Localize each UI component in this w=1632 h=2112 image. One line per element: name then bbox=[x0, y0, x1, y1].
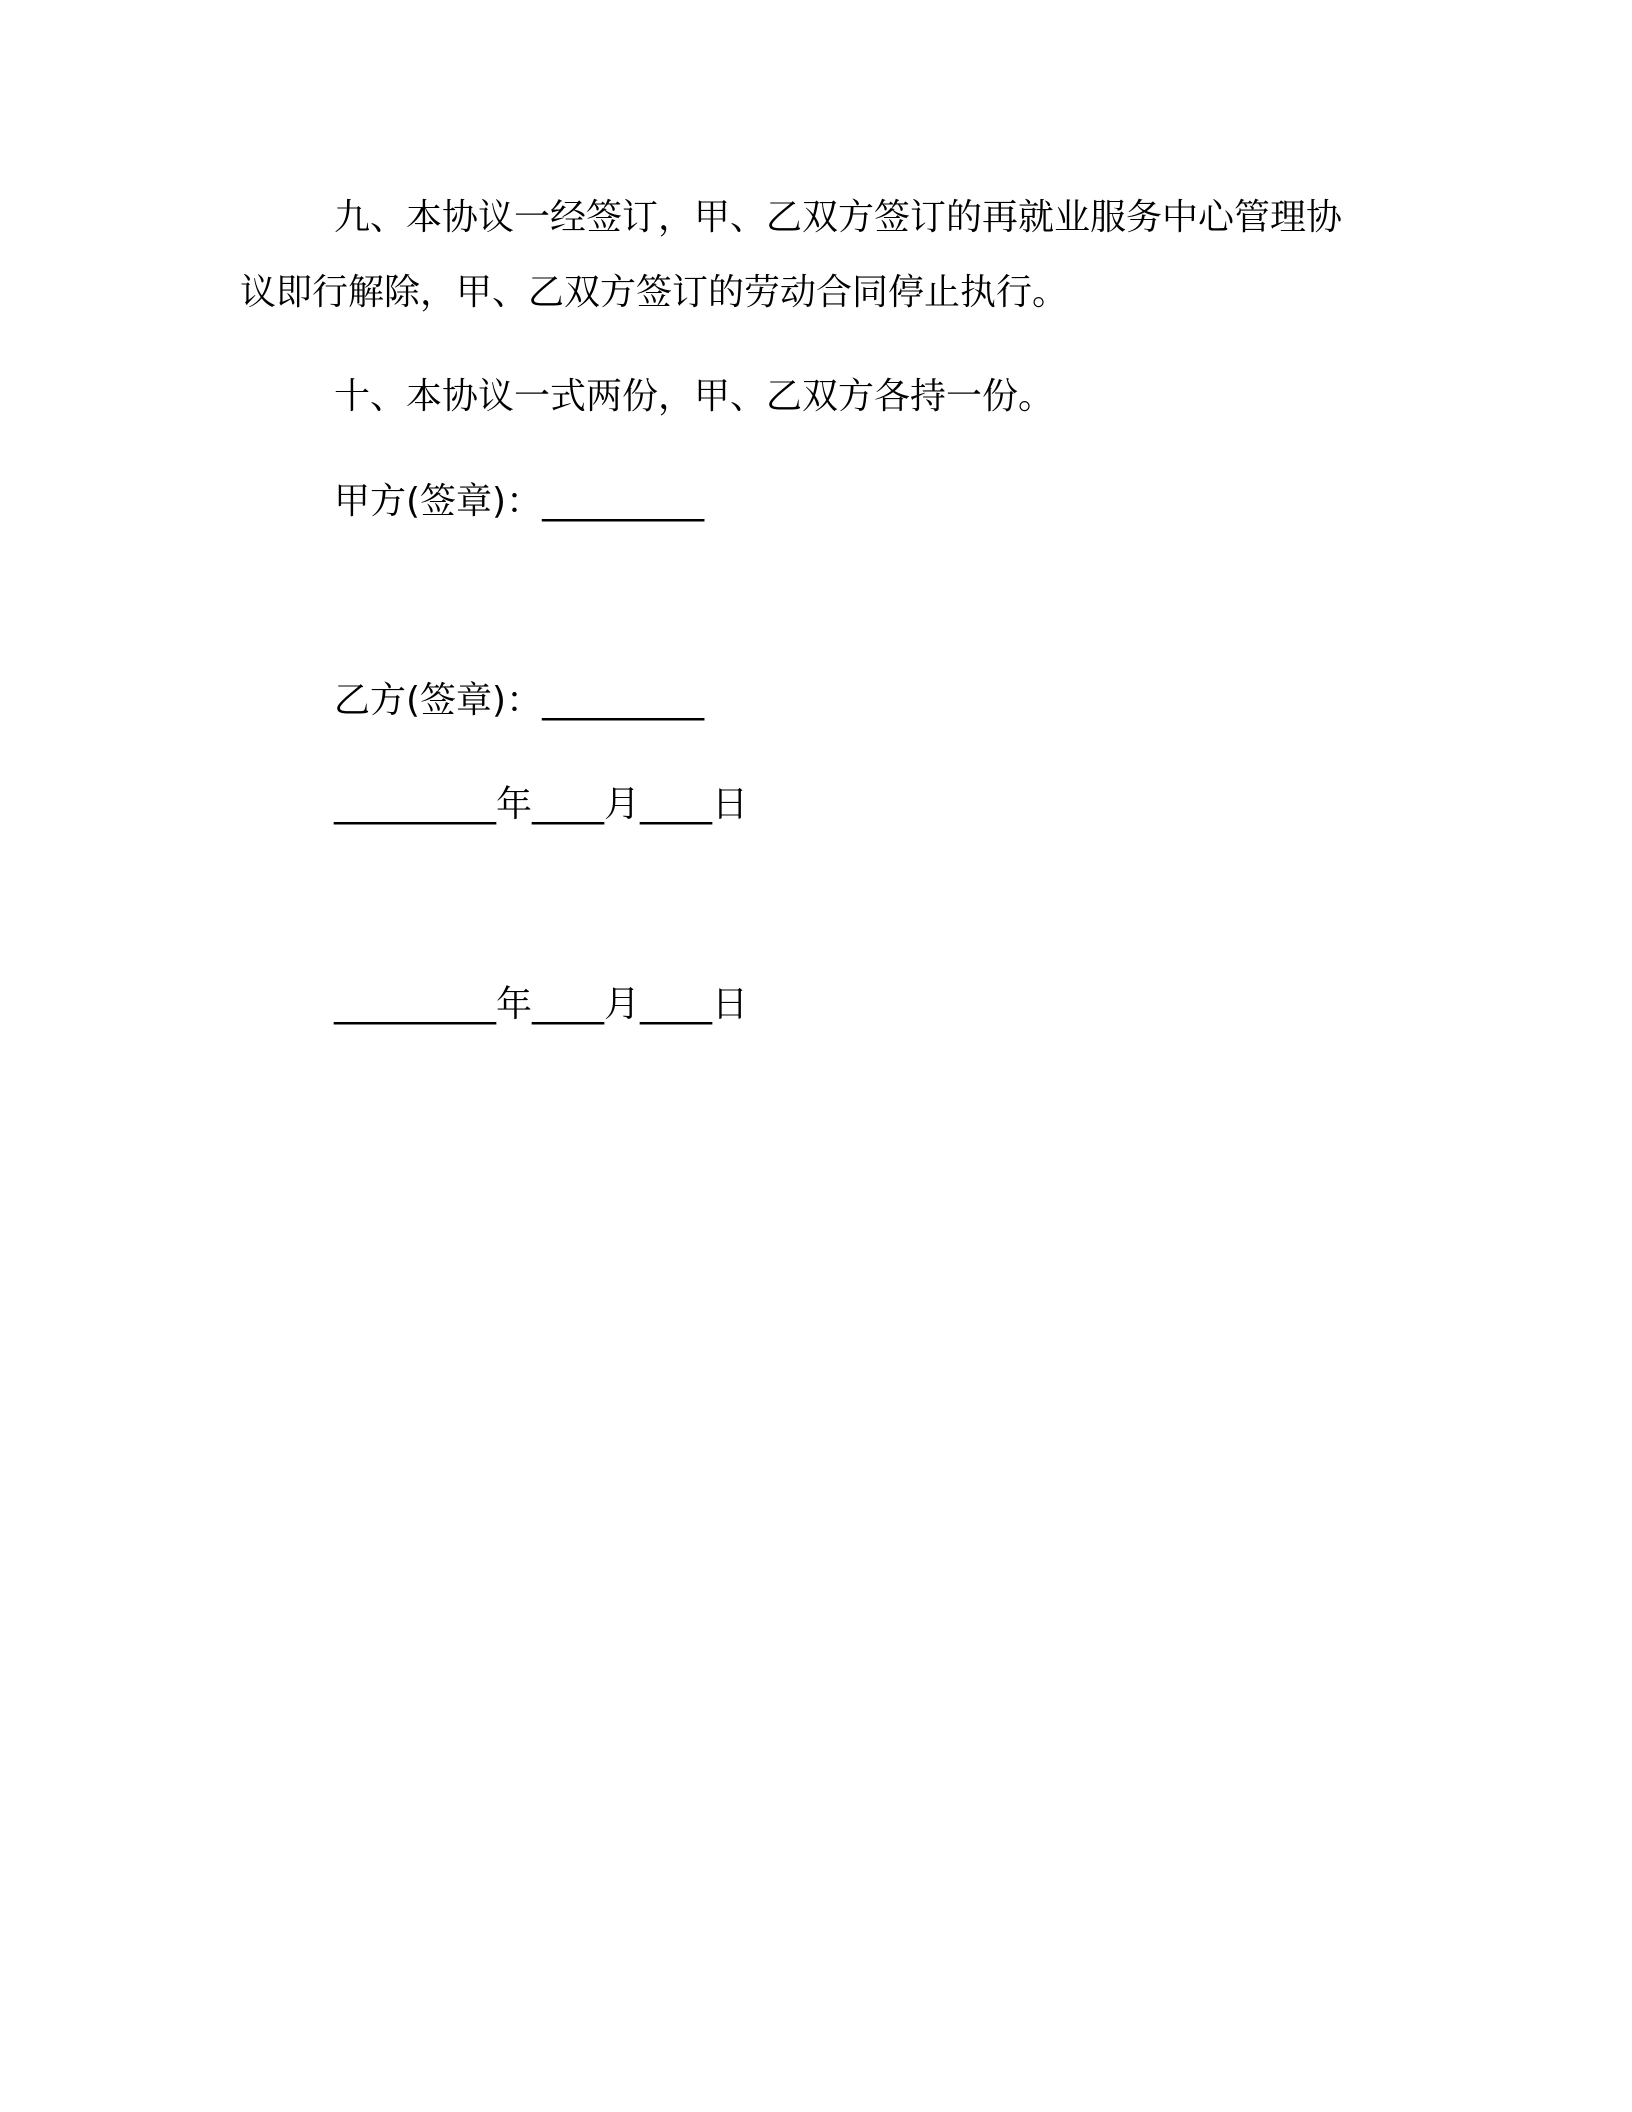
date-line-party-a: _________年____月____日 bbox=[334, 784, 748, 825]
date-line-party-b: _________年____月____日 bbox=[334, 984, 748, 1025]
party-b-signature-line: 乙方(签章)：_________ bbox=[334, 680, 705, 721]
clause-9-text-line-1: 九、本协议一经签订，甲、乙双方签订的再就业服务中心管理协 bbox=[334, 197, 1343, 238]
party-a-signature-line: 甲方(签章)：_________ bbox=[334, 481, 705, 522]
clause-9-text-line-2: 议即行解除，甲、乙双方签订的劳动合同停止执行。 bbox=[240, 272, 1069, 313]
clause-10-text: 十、本协议一式两份，甲、乙双方各持一份。 bbox=[334, 376, 1055, 417]
